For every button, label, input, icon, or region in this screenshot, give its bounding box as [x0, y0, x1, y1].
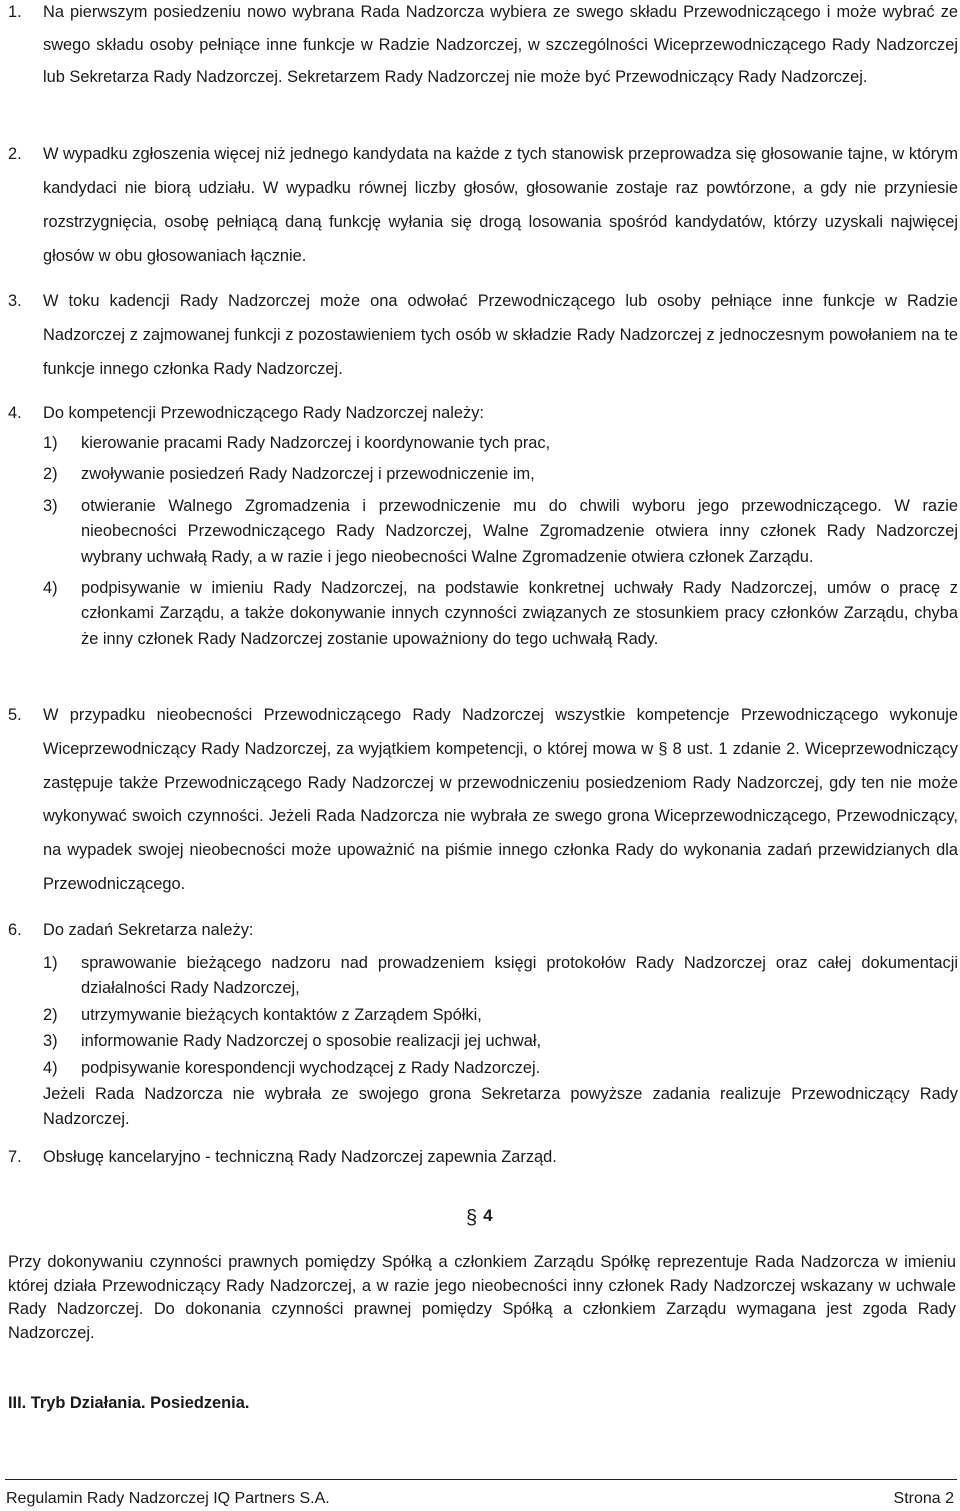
sub-item-number: 2) — [43, 465, 58, 484]
item-number: 2. — [8, 145, 22, 163]
section-sign: § — [466, 1207, 478, 1229]
sub-item-number: 2) — [43, 1005, 58, 1024]
sub-item-number: 1) — [43, 434, 58, 452]
item-number: 7. — [8, 1148, 22, 1166]
sub-item — [43, 1003, 958, 1028]
footer-divider — [5, 1479, 957, 1480]
sub-item-number: 4) — [43, 579, 58, 598]
list-item — [0, 1140, 958, 1174]
item-text: W toku kadencji Rady Nadzorczej może ona odwołać Przewodniczącego lub osoby pełniące inne funkcje w Radzie Nadzorczej z zajmowanej funkcji z pozostawieniem tych osób w składzie Rady Nadzorczej z jednoczesnym powołaniem na te funkcje innego członka Rady Nadzorczej. — [43, 292, 958, 378]
sub-item — [43, 1056, 958, 1081]
list-item — [0, 284, 958, 386]
sub-item-text: sprawowanie bieżącego nadzoru nad prowadzeniem księgi protokołów Rady Nadzorczej oraz całej dokumentacji działalności Rady Nadzorczej, — [81, 954, 958, 998]
sub-item-number: 3) — [43, 496, 58, 515]
sub-item-text: kierowanie pracami Rady Nadzorczej i koordynowanie tych prac, — [81, 434, 551, 452]
item-number: 3. — [8, 292, 22, 310]
sub-item-text: podpisywanie korespondencji wychodzącej z Rady Nadzorczej. — [81, 1058, 541, 1077]
sub-item — [43, 1029, 958, 1054]
sub-item — [43, 462, 958, 487]
sub-item-number: 4) — [43, 1058, 58, 1077]
chapter-heading: III. Tryb Działania. Posiedzenia. — [8, 1394, 250, 1412]
sub-item — [43, 951, 958, 1002]
footer-document-title: Regulamin Rady Nadzorczej IQ Partners S.A. — [6, 1490, 330, 1507]
item-number: 6. — [8, 921, 22, 939]
section-heading — [466, 1206, 493, 1230]
list-item — [0, 913, 958, 1133]
item-closing-text: Jeżeli Rada Nadzorcza nie wybrała ze swojego grona Sekretarza powyższe zadania realizuje Przewodniczący Rady Nadzorczej. — [43, 1085, 958, 1129]
item-number: 1. — [8, 3, 22, 21]
item-text: Na pierwszym posiedzeniu nowo wybrana Rada Nadzorcza wybiera ze swego składu Przewodniczącego i może wybrać ze swego składu osoby pełniące inne funkcje w Radzie Nadzorczej, w szczególności Wiceprzewodniczącego Rady Nadzorczej lub Sekretarza Rady Nadzorczej. Sekretarzem Rady Nadzorczej nie może być Przewodniczący Rady Nadzorczej. — [43, 3, 958, 86]
sub-item-number: 1) — [43, 954, 58, 972]
item-text: W przypadku nieobecności Przewodniczącego Rady Nadzorczej wszystkie kompetencje Przewodniczącego wykonuje Wiceprzewodniczący Rady Nadzorczej, za wyjątkiem kompetencji, o której mowa w § 8 ust. 1 zdanie 2. Wiceprzewodniczący zastępuje także Przewodniczącego Rady Nadzorczej w przewodniczeniu posiedzeniom Rady Nadzorczej, gdy ten nie może wykonywać swoich czynności. Jeżeli Rada Nadzorcza nie wybrała ze swego grona Wiceprzewodniczącego, Przewodniczący, na wypadek swojej nieobecności może upoważnić na piśmie innego członka Rady do wykonania zadań przewidzianych dla Przewodniczącego. — [43, 706, 958, 893]
list-item — [0, 396, 958, 652]
item-text: Do zadań Sekretarza należy: — [43, 921, 254, 939]
sub-item-text: zwoływanie posiedzeń Rady Nadzorczej i przewodniczenie im, — [81, 465, 535, 484]
item-text: Obsługę kancelaryjno - techniczną Rady Nadzorczej zapewnia Zarząd. — [43, 1148, 557, 1166]
sub-item-text: informowanie Rady Nadzorczej o sposobie realizacji jej uchwał, — [81, 1032, 542, 1051]
sub-item-text: podpisywanie w imieniu Rady Nadzorczej, na podstawie konkretnej uchwały Rady Nadzorczej, umów o pracę z członkami Zarządu, a także dokonywanie innych czynności związanych ze stosunkiem pracy członków Zarządu, chyba że inny członek Rady Nadzorczej zostanie upoważniony do tego uchwałą Rady. — [81, 579, 958, 648]
sub-item-text: otwieranie Walnego Zgromadzenia i przewodniczenie mu do chwili wyboru jego przewodniczącego. W razie nieobecności Przewodniczącego Rady Nadzorczej, Walne Zgromadzenie otwiera inny członek Rady Nadzorczej wybrany uchwałą Rady, a w razie i jego nieobecności Walne Zgromadzenie otwiera członek Zarządu. — [81, 496, 958, 566]
footer-page-number: Strona 2 — [893, 1490, 954, 1507]
sub-item — [43, 431, 958, 456]
list-item — [0, 0, 958, 94]
item-number: 5. — [8, 706, 22, 724]
sub-item — [43, 576, 958, 652]
item-number: 4. — [8, 404, 22, 422]
sub-item-text: utrzymywanie bieżących kontaktów z Zarządem Spółki, — [81, 1005, 482, 1024]
list-item — [0, 699, 958, 902]
item-text: Do kompetencji Przewodniczącego Rady Nadzorczej należy: — [43, 404, 484, 422]
section-number: 4 — [483, 1206, 493, 1225]
item-text: W wypadku zgłoszenia więcej niż jednego kandydata na każde z tych stanowisk przeprowadza się głosowanie tajne, w którym kandydaci nie biorą udziału. W wypadku równej liczby głosów, głosowanie zostaje raz powtórzone, a gdy nie przyniesie rozstrzygnięcia, osobę pełniącą daną funkcję wyłania się drogą losowania spośród kandydatów, którzy uzyskali najwięcej głosów w obu głosowaniach łącznie. — [43, 145, 958, 265]
sub-item-number: 3) — [43, 1032, 58, 1051]
list-item — [0, 137, 958, 273]
section-paragraph: Przy dokonywaniu czynności prawnych pomiędzy Spółką a członkiem Zarządu Spółkę reprezentuje Rada Nadzorcza w imieniu której działa Przewodniczący Rady Nadzorczej, a w razie jego nieobecności inny członek Rady Nadzorczej wskazany w uchwale Rady Nadzorczej. Do dokonania czynności prawnej pomiędzy Spółką a członkiem Zarządu wymagana jest zgoda Rady Nadzorczej. — [8, 1253, 956, 1343]
sub-item — [43, 494, 958, 570]
